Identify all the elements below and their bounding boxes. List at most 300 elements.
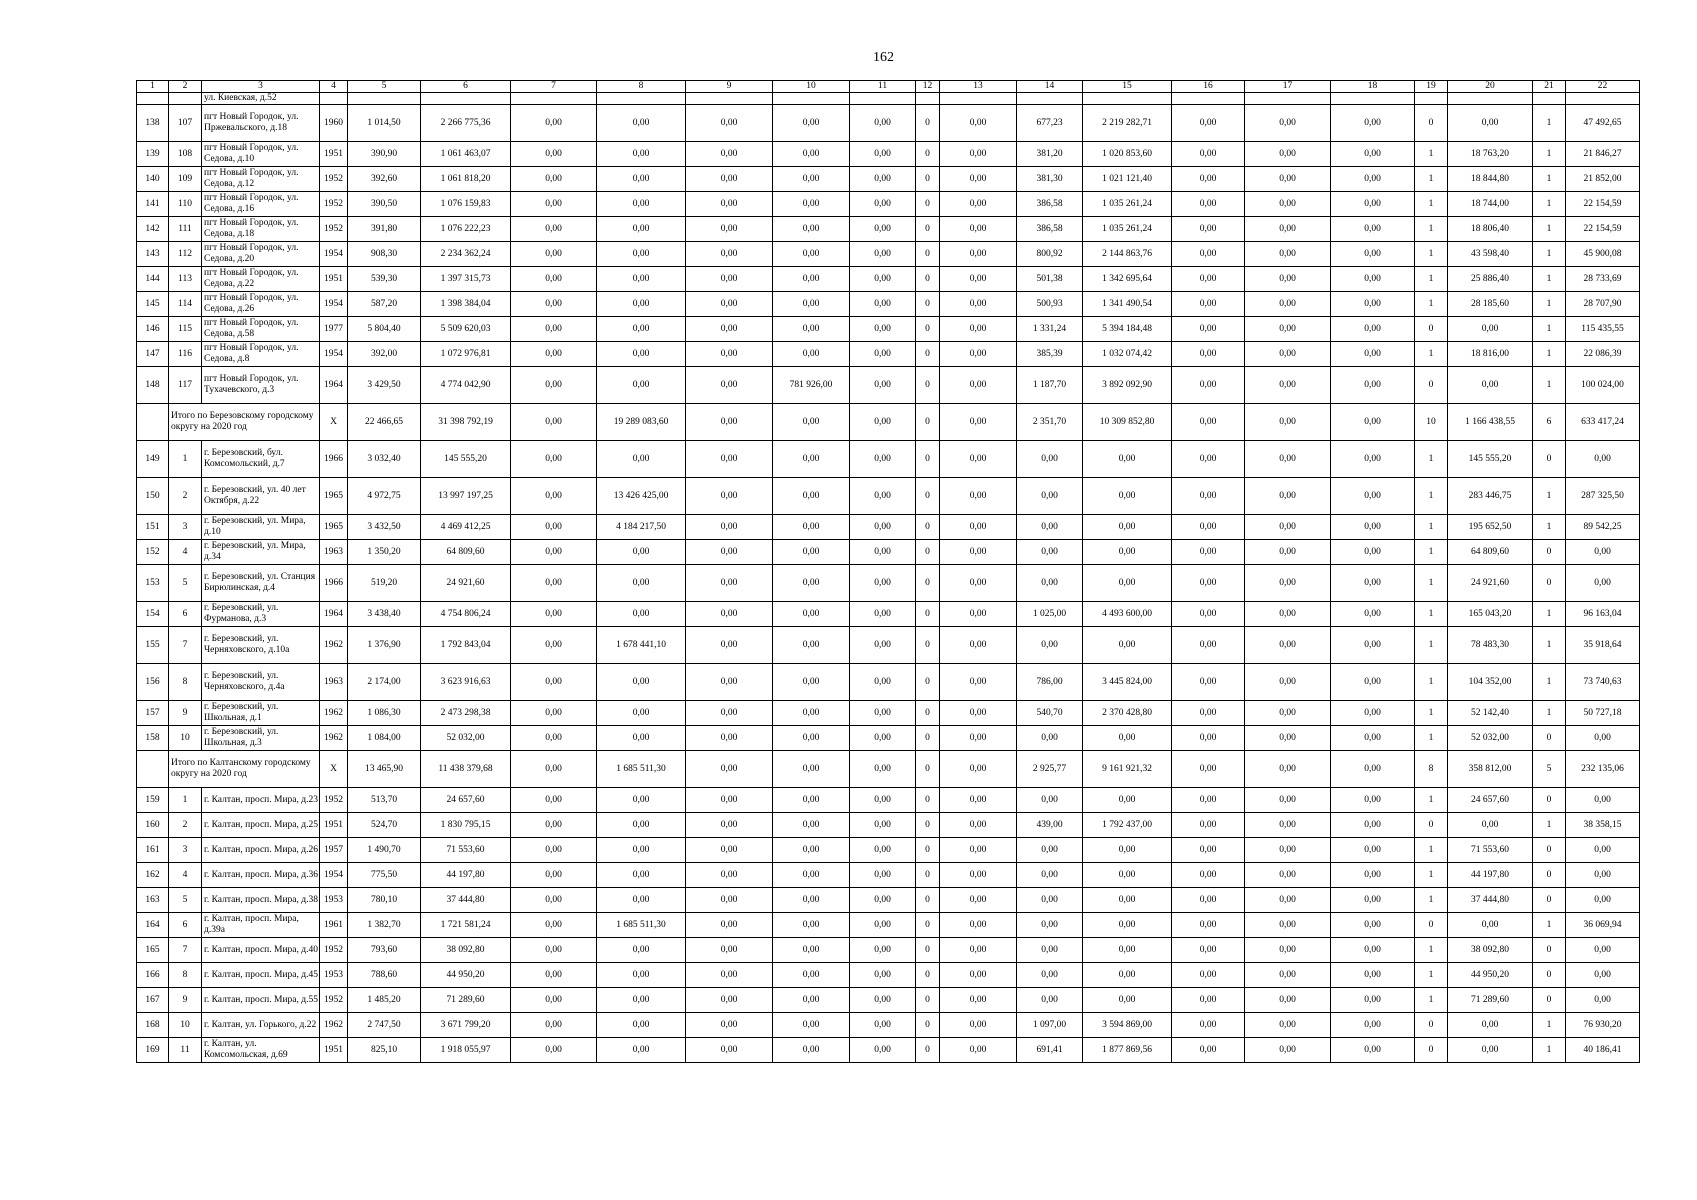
table-cell: 0,00 <box>511 242 597 267</box>
table-cell: 64 809,60 <box>1448 540 1533 565</box>
table-cell: 500,93 <box>1017 292 1083 317</box>
table-cell: 786,00 <box>1017 664 1083 701</box>
table-cell: 0 <box>916 105 940 142</box>
table-cell: 0,00 <box>597 938 686 963</box>
table-cell: 0,00 <box>940 788 1017 813</box>
table-cell: 40 186,41 <box>1566 1038 1640 1063</box>
table-cell: 0,00 <box>1331 813 1415 838</box>
table-cell: 287 325,50 <box>1566 478 1640 515</box>
table-cell: 0,00 <box>1331 540 1415 565</box>
table-cell: 390,50 <box>348 192 421 217</box>
table-row <box>137 838 1640 863</box>
table-cell: 0,00 <box>511 1038 597 1063</box>
table-cell: 1 382,70 <box>348 913 421 938</box>
table-cell: 0,00 <box>686 863 773 888</box>
table-cell: 0,00 <box>1172 478 1245 515</box>
table-cell: 1 <box>1533 105 1566 142</box>
table-row <box>137 515 1640 540</box>
table-cell: 0,00 <box>1331 267 1415 292</box>
table-cell: 0,00 <box>511 788 597 813</box>
table-cell: 1 072 976,81 <box>421 342 511 367</box>
table-cell: 2 <box>169 813 202 838</box>
table-cell: 0,00 <box>940 292 1017 317</box>
table-cell: 0,00 <box>1566 788 1640 813</box>
total-cell: 0,00 <box>773 751 850 788</box>
address-cell: г. Калтан, просп. Мира, д.36 <box>202 863 320 888</box>
table-cell: 0,00 <box>940 267 1017 292</box>
table-cell: 1977 <box>320 317 348 342</box>
table-cell: 0 <box>916 726 940 751</box>
table-cell: 0,00 <box>850 192 916 217</box>
table-cell: 0,00 <box>850 913 916 938</box>
table-cell: 0,00 <box>773 913 850 938</box>
table-cell: 0,00 <box>1331 1038 1415 1063</box>
table-cell: 0,00 <box>1245 292 1331 317</box>
table-cell: 1 397 315,73 <box>421 267 511 292</box>
table-cell: 0,00 <box>940 217 1017 242</box>
table-cell: 1 <box>1415 342 1448 367</box>
column-header-13: 13 <box>940 81 1017 93</box>
table-cell: 151 <box>137 515 169 540</box>
total-cell: 19 289 083,60 <box>597 404 686 441</box>
table-cell: 0,00 <box>597 367 686 404</box>
table-cell: 0,00 <box>511 913 597 938</box>
table-cell: 0,00 <box>1017 540 1083 565</box>
table-cell: 781 926,00 <box>773 367 850 404</box>
table-cell: 37 444,80 <box>1448 888 1533 913</box>
table-cell: 0,00 <box>940 565 1017 602</box>
table-cell: 156 <box>137 664 169 701</box>
table-cell: 3 445 824,00 <box>1083 664 1172 701</box>
table-cell: 0 <box>916 627 940 664</box>
table-cell: 0,00 <box>773 142 850 167</box>
table-cell: 47 492,65 <box>1566 105 1640 142</box>
table-cell: 2 234 362,24 <box>421 242 511 267</box>
table-cell: 1 061 818,20 <box>421 167 511 192</box>
table-cell: 1966 <box>320 565 348 602</box>
column-header-6: 6 <box>421 81 511 93</box>
total-cell: 0 <box>916 404 940 441</box>
table-cell: 825,10 <box>348 1038 421 1063</box>
table-cell: 0,00 <box>1083 863 1172 888</box>
address-cell: пгт Новый Городок, ул. Седова, д.18 <box>202 217 320 242</box>
table-cell: 0 <box>1415 1038 1448 1063</box>
table-cell: 0,00 <box>1172 1038 1245 1063</box>
table-cell: 0,00 <box>773 1038 850 1063</box>
table-cell: 0,00 <box>597 863 686 888</box>
table-cell: 1 <box>1533 515 1566 540</box>
total-cell: 358 812,00 <box>1448 751 1533 788</box>
table-cell: 0 <box>1533 988 1566 1013</box>
table-cell: 52 032,00 <box>1448 726 1533 751</box>
table-cell: 1 <box>1415 627 1448 664</box>
column-header-20: 20 <box>1448 81 1533 93</box>
table-cell: 45 900,08 <box>1566 242 1640 267</box>
table-cell: 0,00 <box>940 167 1017 192</box>
total-cell: 0,00 <box>686 751 773 788</box>
table-cell: 0,00 <box>597 813 686 838</box>
address-cell: пгт Новый Городок, ул. Седова, д.10 <box>202 142 320 167</box>
table-cell: 22 154,59 <box>1566 192 1640 217</box>
address-cell: пгт Новый Городок, ул. Седова, д.58 <box>202 317 320 342</box>
table-cell: 0,00 <box>1172 515 1245 540</box>
table-row <box>137 602 1640 627</box>
table-cell: 0,00 <box>1245 167 1331 192</box>
table-cell: 21 846,27 <box>1566 142 1640 167</box>
table-cell: 0,00 <box>511 602 597 627</box>
table-cell: 0,00 <box>850 267 916 292</box>
table-cell: 140 <box>137 167 169 192</box>
table-cell: 0,00 <box>686 913 773 938</box>
table-cell: 0 <box>1533 565 1566 602</box>
table-cell: 0 <box>916 963 940 988</box>
table-cell: 0,00 <box>597 342 686 367</box>
table-cell: 1963 <box>320 540 348 565</box>
table-cell: 1962 <box>320 726 348 751</box>
table-cell: 107 <box>169 105 202 142</box>
table-cell: 3 <box>169 515 202 540</box>
table-cell: 0,00 <box>1172 441 1245 478</box>
table-cell: 0,00 <box>1331 602 1415 627</box>
table-cell: 0,00 <box>773 441 850 478</box>
table-cell: 0,00 <box>1083 888 1172 913</box>
table-cell: 0,00 <box>850 478 916 515</box>
total-cell: 1 166 438,55 <box>1448 404 1533 441</box>
address-cell: г. Березовский, ул. Фурманова, д.3 <box>202 602 320 627</box>
table-cell: 0,00 <box>1331 565 1415 602</box>
total-cell: 1 685 511,30 <box>597 751 686 788</box>
table-cell: 0,00 <box>1172 726 1245 751</box>
table-cell: 0,00 <box>597 1038 686 1063</box>
table-row <box>137 317 1640 342</box>
table-cell: 2 747,50 <box>348 1013 421 1038</box>
table-cell: 0,00 <box>850 963 916 988</box>
table-cell: 0,00 <box>850 788 916 813</box>
header-row <box>137 81 1640 93</box>
column-header-16: 16 <box>1172 81 1245 93</box>
table-cell: 1952 <box>320 938 348 963</box>
table-cell: 1965 <box>320 515 348 540</box>
table-cell: 1 <box>1533 317 1566 342</box>
table-cell: 1954 <box>320 342 348 367</box>
table-cell: 0,00 <box>1331 478 1415 515</box>
table-cell: 0,00 <box>1172 1013 1245 1038</box>
table-cell: 0,00 <box>1245 664 1331 701</box>
table-cell: 780,10 <box>348 888 421 913</box>
table-cell: 1 877 869,56 <box>1083 1038 1172 1063</box>
table-cell: 0,00 <box>597 726 686 751</box>
table-row <box>137 988 1640 1013</box>
table-cell: 0,00 <box>1566 888 1640 913</box>
total-cell: 0 <box>916 751 940 788</box>
address-cell: г. Калтан, просп. Мира, д.26 <box>202 838 320 863</box>
table-cell: 0,00 <box>1172 701 1245 726</box>
table-row <box>137 627 1640 664</box>
table-cell: 5 <box>169 565 202 602</box>
table-cell: 0,00 <box>773 565 850 602</box>
table-cell: 0 <box>1415 913 1448 938</box>
table-cell: 0,00 <box>1245 478 1331 515</box>
address-cell: пгт Новый Городок, ул. Седова, д.26 <box>202 292 320 317</box>
table-cell: 160 <box>137 813 169 838</box>
table-cell: 165 043,20 <box>1448 602 1533 627</box>
table-row <box>137 813 1640 838</box>
table-cell: 1 <box>1415 267 1448 292</box>
total-cell: 0,00 <box>511 404 597 441</box>
table-cell: 0 <box>1533 863 1566 888</box>
table-cell: 164 <box>137 913 169 938</box>
table-cell: 0,00 <box>1245 888 1331 913</box>
table-cell: 0,00 <box>1172 627 1245 664</box>
table-cell: 9 <box>169 988 202 1013</box>
table-cell: 0,00 <box>511 813 597 838</box>
table-cell: 1 <box>1533 142 1566 167</box>
table-cell: 0,00 <box>850 602 916 627</box>
table-cell: 114 <box>169 292 202 317</box>
table-cell: 0,00 <box>686 813 773 838</box>
address-cell: г. Калтан, просп. Мира, д.23 <box>202 788 320 813</box>
table-cell: 0,00 <box>850 167 916 192</box>
table-cell: 0,00 <box>511 540 597 565</box>
table-cell: 0,00 <box>686 963 773 988</box>
table-cell: 1 398 384,04 <box>421 292 511 317</box>
table-cell: 1 <box>1415 167 1448 192</box>
table-cell: 0,00 <box>773 963 850 988</box>
table-cell: 38 358,15 <box>1566 813 1640 838</box>
table-cell: 1 <box>1533 1013 1566 1038</box>
table-cell: 390,90 <box>348 142 421 167</box>
total-cell: 0,00 <box>686 404 773 441</box>
table-cell: 43 598,40 <box>1448 242 1533 267</box>
table-cell: 1 <box>1415 963 1448 988</box>
table-row <box>137 367 1640 404</box>
table-cell: 0,00 <box>1172 863 1245 888</box>
table-cell: 0,00 <box>1566 838 1640 863</box>
total-cell: 0,00 <box>1245 751 1331 788</box>
column-header-1: 1 <box>137 81 169 93</box>
table-cell: 0,00 <box>940 838 1017 863</box>
table-cell: 0,00 <box>1245 192 1331 217</box>
table-cell: 1 792 437,00 <box>1083 813 1172 838</box>
table-cell: 0,00 <box>686 1038 773 1063</box>
table-cell: 0,00 <box>850 863 916 888</box>
table-cell: 1 <box>1415 838 1448 863</box>
table-cell: 0,00 <box>940 317 1017 342</box>
table-cell: 4 774 042,90 <box>421 367 511 404</box>
table-row <box>137 863 1640 888</box>
table-cell: 0,00 <box>1331 726 1415 751</box>
table-cell: 0,00 <box>1245 813 1331 838</box>
table-cell: 0,00 <box>1083 913 1172 938</box>
table-row <box>137 913 1640 938</box>
table-cell: 5 394 184,48 <box>1083 317 1172 342</box>
table-cell: 1953 <box>320 888 348 913</box>
table-cell: 0,00 <box>686 317 773 342</box>
table-cell: 0 <box>916 478 940 515</box>
table-cell: 0,00 <box>940 342 1017 367</box>
total-label: Итого по Березовскому городскому округу на 2020 год <box>169 404 320 441</box>
table-cell: 1 <box>1415 478 1448 515</box>
table-cell: 0,00 <box>940 701 1017 726</box>
table-cell: 0,00 <box>1083 726 1172 751</box>
table-cell: 0,00 <box>773 838 850 863</box>
table-row <box>137 788 1640 813</box>
total-cell: 0,00 <box>1331 751 1415 788</box>
table-cell: 162 <box>137 863 169 888</box>
table-cell: 0,00 <box>940 627 1017 664</box>
table-cell: 1 <box>1415 441 1448 478</box>
table-cell: 4 <box>169 863 202 888</box>
table-cell: 109 <box>169 167 202 192</box>
total-cell: 9 161 921,32 <box>1083 751 1172 788</box>
table-cell: 2 144 863,76 <box>1083 242 1172 267</box>
table-cell: 89 542,25 <box>1566 515 1640 540</box>
table-cell: 0,00 <box>940 142 1017 167</box>
table-cell: 35 918,64 <box>1566 627 1640 664</box>
column-header-4: 4 <box>320 81 348 93</box>
table-cell: 0,00 <box>940 863 1017 888</box>
table-cell: 13 426 425,00 <box>597 478 686 515</box>
data-table <box>136 80 1640 1063</box>
table-cell: 24 921,60 <box>1448 565 1533 602</box>
table-cell: 139 <box>137 142 169 167</box>
table-row <box>137 441 1640 478</box>
table-cell: 4 184 217,50 <box>597 515 686 540</box>
table-cell: 0,00 <box>597 242 686 267</box>
table-cell: 0,00 <box>1245 863 1331 888</box>
total-cell: 31 398 792,19 <box>421 404 511 441</box>
total-cell: 2 351,70 <box>1017 404 1083 441</box>
table-cell: 0,00 <box>1172 267 1245 292</box>
address-cell: г. Березовский, ул. Мира, д.34 <box>202 540 320 565</box>
total-cell: 5 <box>1533 751 1566 788</box>
table-cell: 0,00 <box>1448 1013 1533 1038</box>
table-cell: 0,00 <box>1245 988 1331 1013</box>
table-cell: 0,00 <box>1448 367 1533 404</box>
table-cell: 155 <box>137 627 169 664</box>
table-cell: 44 950,20 <box>1448 963 1533 988</box>
table-cell: 0,00 <box>1172 913 1245 938</box>
table-cell: 4 754 806,24 <box>421 602 511 627</box>
table-cell: 0 <box>916 367 940 404</box>
table-cell: 1 <box>1415 217 1448 242</box>
address-cell: пгт Новый Городок, ул. Седова, д.12 <box>202 167 320 192</box>
table-cell: 0,00 <box>940 1038 1017 1063</box>
table-cell: 0,00 <box>1017 838 1083 863</box>
table-cell: 0,00 <box>1172 602 1245 627</box>
table-cell: 1966 <box>320 441 348 478</box>
table-cell: 1 <box>1415 938 1448 963</box>
table-cell: 153 <box>137 565 169 602</box>
table-cell: 1 <box>1533 267 1566 292</box>
table-cell: 37 444,80 <box>421 888 511 913</box>
table-cell: 1 014,50 <box>348 105 421 142</box>
table-cell: 0,00 <box>686 142 773 167</box>
table-cell: 0,00 <box>1172 217 1245 242</box>
empty-cell <box>169 93 202 105</box>
table-cell: 0,00 <box>773 478 850 515</box>
total-cell: 2 925,77 <box>1017 751 1083 788</box>
table-cell: 0,00 <box>940 888 1017 913</box>
total-cell: 0,00 <box>1172 404 1245 441</box>
table-cell: 71 289,60 <box>1448 988 1533 1013</box>
table-cell: 0,00 <box>1172 963 1245 988</box>
table-cell: 71 289,60 <box>421 988 511 1013</box>
table-cell: 1 792 843,04 <box>421 627 511 664</box>
table-cell: 0,00 <box>850 888 916 913</box>
table-cell: 0,00 <box>1172 888 1245 913</box>
table-cell: 1953 <box>320 963 348 988</box>
table-cell: 1 035 261,24 <box>1083 192 1172 217</box>
table-cell: 0,00 <box>1448 317 1533 342</box>
address-cell: г. Березовский, ул. Школьная, д.3 <box>202 726 320 751</box>
table-cell: 148 <box>137 367 169 404</box>
table-cell: 0,00 <box>773 863 850 888</box>
table-cell: 1 <box>1415 192 1448 217</box>
empty-cell <box>137 93 169 105</box>
table-cell: 18 744,00 <box>1448 192 1533 217</box>
table-cell: 8 <box>169 963 202 988</box>
table-row <box>137 726 1640 751</box>
table-cell: 0 <box>916 888 940 913</box>
address-cell: пгт Новый Городок, ул. Седова, д.22 <box>202 267 320 292</box>
table-cell: 0,00 <box>1245 1038 1331 1063</box>
table-cell: 0,00 <box>1083 938 1172 963</box>
table-cell: 9 <box>169 701 202 726</box>
table-cell: 0,00 <box>1172 788 1245 813</box>
table-cell: 0,00 <box>1172 664 1245 701</box>
table-cell: 1 490,70 <box>348 838 421 863</box>
table-cell: 1 <box>1533 664 1566 701</box>
table-cell: 0,00 <box>1083 478 1172 515</box>
table-cell: 1 <box>1415 565 1448 602</box>
table-cell: 0,00 <box>1172 342 1245 367</box>
table-cell: 0,00 <box>850 701 916 726</box>
table-cell: 18 806,40 <box>1448 217 1533 242</box>
table-cell: 691,41 <box>1017 1038 1083 1063</box>
table-cell: 0,00 <box>686 242 773 267</box>
table-cell: 0 <box>1415 317 1448 342</box>
table-cell: 0,00 <box>1331 664 1415 701</box>
total-cell: 633 417,24 <box>1566 404 1640 441</box>
table-cell: 1 <box>1533 167 1566 192</box>
table-cell: 0,00 <box>1017 963 1083 988</box>
table-cell: 0,00 <box>773 540 850 565</box>
column-header-12: 12 <box>916 81 940 93</box>
table-cell: 0,00 <box>1083 838 1172 863</box>
table-cell: 1 <box>1533 813 1566 838</box>
table-cell: 0,00 <box>1017 863 1083 888</box>
table-cell: 513,70 <box>348 788 421 813</box>
table-cell: 0,00 <box>597 1013 686 1038</box>
table-cell: 0,00 <box>1172 988 1245 1013</box>
address-cell: г. Калтан, просп. Мира, д.55 <box>202 988 320 1013</box>
table-cell: 1 <box>1415 701 1448 726</box>
table-cell: 1 678 441,10 <box>597 627 686 664</box>
column-header-9: 9 <box>686 81 773 93</box>
table-cell: 0,00 <box>597 267 686 292</box>
table-row <box>137 217 1640 242</box>
table-cell: 0,00 <box>1172 813 1245 838</box>
column-header-2: 2 <box>169 81 202 93</box>
table-cell: 0,00 <box>850 367 916 404</box>
page-number: 162 <box>873 50 894 65</box>
table-cell: 8 <box>169 664 202 701</box>
total-cell: 232 135,06 <box>1566 751 1640 788</box>
table-cell: 587,20 <box>348 292 421 317</box>
table-cell: 1 <box>1533 342 1566 367</box>
table-cell: 0,00 <box>1245 701 1331 726</box>
